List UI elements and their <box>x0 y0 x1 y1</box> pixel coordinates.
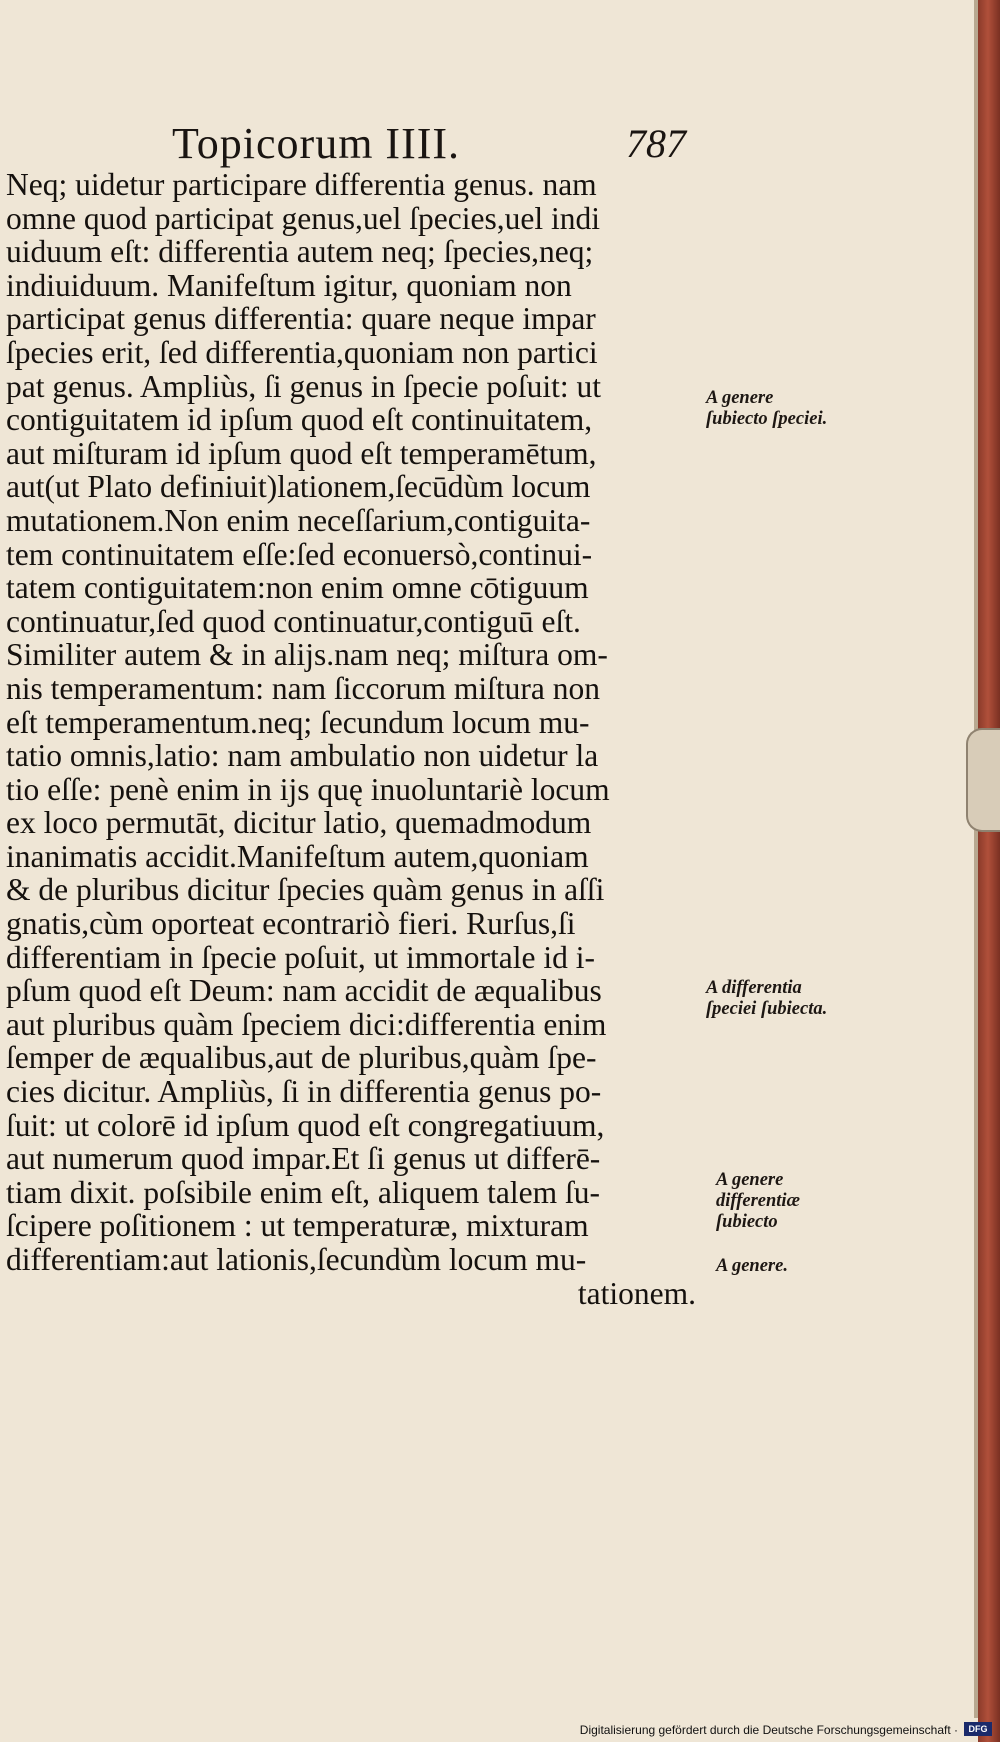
text-line: tem continuitatem eſſe:ſed econuersò,continui- <box>6 536 593 572</box>
text-line: indiuiduum. Manifeſtum igitur, quoniam non <box>6 267 572 303</box>
text-line: tiam dixit. poſsibile enim eſt, aliquem talem ſu- <box>6 1174 601 1210</box>
text-line: omne quod participat genus,uel ſpecies,uel indi <box>6 200 600 236</box>
page-number: 787 <box>626 121 686 166</box>
margin-note-1: A genere ſubiecto ſpeciei. <box>706 388 828 429</box>
text-line: differentiam in ſpecie poſuit, ut immortale id i- <box>6 939 596 975</box>
text-line: aut miſturam id ipſum quod eſt temperamētum, <box>6 435 597 471</box>
text-line: inanimatis accidit.Manifeſtum autem,quoniam <box>6 838 589 874</box>
text-line: eſt temperamentum.neq; ſecundum locum mu- <box>6 704 590 740</box>
text-line: pat genus. Ampliùs, ſi genus in ſpecie poſuit: ut <box>6 368 601 404</box>
text-line: tationem. <box>577 1275 696 1311</box>
text-line: participat genus differentia: quare neque impar <box>6 301 596 337</box>
text-line: aut(ut Plato definiuit)lationem,ſecūdùm locum <box>6 469 591 505</box>
text-line: Neq; uidetur participare differentia genus. nam <box>6 167 597 202</box>
text-line: tatio omnis,latio: nam ambulatio non uidetur la <box>6 738 599 774</box>
text-line: nis temperamentum: nam ſiccorum miſtura non <box>6 670 600 706</box>
text-line: tatem contiguitatem:non enim omne cōtiguum <box>6 570 589 606</box>
text-line: aut pluribus quàm ſpeciem dici:differentia enim <box>6 1006 607 1042</box>
text-line: differentiam:aut lationis,ſecundùm locum mu- <box>6 1242 587 1277</box>
text-line: gnatis,cùm oporteat econtrariò fieri. Rurſus,ſi <box>6 906 576 942</box>
text-line: contiguitatem id ipſum quod eſt continuitatem, <box>6 402 593 438</box>
text-line: pſum quod eſt Deum: nam accidit de æqualibus <box>6 973 602 1009</box>
text-line: uiduum eſt: differentia autem neq; ſpecies,neq; <box>6 234 594 270</box>
text-line: mutationem.Non enim neceſſarium,contiguita- <box>6 502 591 538</box>
text-line: ex loco permutāt, dicitur latio, quemadmodum <box>6 805 592 841</box>
main-text <box>6 168 696 1310</box>
margin-note-4: A genere. <box>716 1256 788 1276</box>
digitization-credit: Digitalisierung gefördert durch die Deutsche Forschungsgemeinschaft · <box>579 1723 958 1737</box>
text-line: continuatur,ſed quod continuatur,contiguū eſt. <box>6 603 581 639</box>
book-clasp <box>966 728 1000 832</box>
book-edge <box>978 0 1000 1742</box>
text-line: Similiter autem & in alijs.nam neq; miſtura om- <box>6 637 608 673</box>
dfg-logo: DFG <box>964 1722 992 1736</box>
margin-note-2: A differentia ſpeciei ſubiecta. <box>706 978 828 1019</box>
running-title: Topicorum IIII. <box>172 119 461 168</box>
text-line: aut numerum quod impar.Et ſi genus ut differē- <box>6 1141 601 1177</box>
text-line: & de pluribus dicitur ſpecies quàm genus in aſſi <box>6 872 605 908</box>
margin-note-3: A genere differentiæ ſubiecto <box>716 1170 800 1232</box>
text-line: tio eſſe: penè enim in ijs quę inuoluntariè locum <box>6 771 610 807</box>
text-line: ſcipere poſitionem : ut temperaturæ, mixturam <box>6 1208 589 1244</box>
text-line: cies dicitur. Ampliùs, ſi in differentia genus po- <box>6 1074 602 1110</box>
text-line: ſemper de æqualibus,aut de pluribus,quàm ſpe- <box>6 1040 597 1076</box>
text-line: ſpecies erit, ſed differentia,quoniam non partici <box>6 334 598 370</box>
text-line: ſuit: ut colorē id ipſum quod eſt congregatiuum, <box>6 1107 605 1143</box>
